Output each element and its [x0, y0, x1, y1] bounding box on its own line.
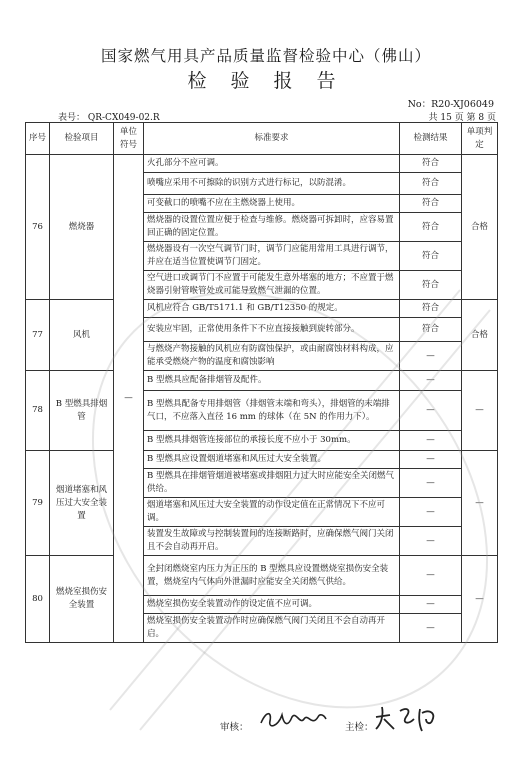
approver-signature-image	[372, 703, 442, 733]
verdict-cell: —	[462, 371, 498, 451]
requirement-cell: B 型燃具应配备排烟管及配件。	[144, 371, 400, 391]
requirement-cell: 可变截口的喷嘴不应在主燃烧器上使用。	[144, 195, 400, 213]
result-cell: —	[400, 342, 462, 371]
result-cell: —	[400, 596, 462, 614]
requirement-cell: 烟道堵塞和风压过大安全装置的动作设定值在正常情况下不应可调。	[144, 498, 400, 527]
seq-cell: 76	[26, 155, 50, 300]
header-unit: 单位符号	[114, 123, 144, 155]
header-result: 检测结果	[400, 123, 462, 155]
requirement-cell: 燃烧室损伤安全装置动作时应确保燃气阀门关闭且不会自动再开启。	[144, 614, 400, 643]
result-cell: 符合	[400, 318, 462, 342]
reviewer-signature-image	[258, 707, 328, 733]
result-cell: 符合	[400, 271, 462, 300]
requirement-cell: 全封闭燃烧室内压力为正压的 B 型燃具应设置燃烧室损伤安全装置，燃烧室内气体向外泄漏时应能安全关闭燃气供给。	[144, 556, 400, 596]
requirement-cell: B 型燃具在排烟管烟道被堵塞或排烟阻力过大时应能安全关闭燃气供给。	[144, 469, 400, 498]
result-cell: 符合	[400, 300, 462, 318]
requirement-cell: B 型燃具排烟管连接部位的承接长度不应小于 30mm。	[144, 431, 400, 451]
table-row	[26, 155, 498, 173]
report-title: 检 验 报 告	[187, 70, 345, 92]
item-cell: 烟道堵塞和风压过大安全装置	[50, 451, 114, 556]
seq-cell: 80	[26, 556, 50, 643]
requirement-cell: 风机应符合 GB/T5171.1 和 GB/T12350 的规定。	[144, 300, 400, 318]
item-cell: B 型燃具排烟管	[50, 371, 114, 451]
result-cell: —	[400, 451, 462, 469]
result-cell: —	[400, 371, 462, 391]
reviewer-label: 审核：	[220, 722, 249, 733]
table-row	[26, 300, 498, 318]
form-code: 表号： QR-CX049-02.R	[58, 113, 160, 123]
header-seq: 序号	[26, 123, 50, 155]
verdict-cell: —	[462, 556, 498, 643]
item-cell: 燃烧室损伤安全装置	[50, 556, 114, 643]
requirement-cell: 安装应牢固，正常使用条件下不应直接接触到旋转部分。	[144, 318, 400, 342]
table-body	[26, 155, 498, 643]
center-title: 国家燃气用具产品质量监督检验中心（佛山）	[100, 47, 431, 65]
requirement-cell: 空气进口或调节门不应置于可能发生意外堵塞的地方；不应置于燃烧器引射管喉管处或可能导致燃气泄漏的位置。	[144, 271, 400, 300]
result-cell: —	[400, 469, 462, 498]
result-cell: —	[400, 556, 462, 596]
table-row	[26, 556, 498, 596]
result-cell: —	[400, 431, 462, 451]
requirement-cell: 燃烧器设有一次空气调节门时，调节门应能用常用工具进行调节，并应在适当位置使调节门固定。	[144, 242, 400, 271]
result-cell: 符合	[400, 242, 462, 271]
seq-cell: 77	[26, 300, 50, 371]
header-standard: 标准要求	[144, 123, 400, 155]
page-info: 共 15 页 第 8 页	[428, 113, 496, 123]
verdict-cell: 合格	[462, 300, 498, 371]
table-row	[26, 371, 498, 391]
header-item: 检验项目	[50, 123, 114, 155]
header-verdict: 单项判定	[462, 123, 498, 155]
result-cell: 符合	[400, 155, 462, 173]
result-cell: —	[400, 391, 462, 431]
result-cell: —	[400, 527, 462, 556]
requirement-cell: 燃烧室损伤安全装置动作的设定值不应可调。	[144, 596, 400, 614]
result-cell: 符合	[400, 195, 462, 213]
approver-label: 主检：	[345, 722, 374, 733]
requirement-cell: 燃烧器的设置位置应便于检查与维修。燃烧器可拆卸时，应容易置回正确的固定位置。	[144, 213, 400, 242]
requirement-cell: 喷嘴应采用不可擦除的识别方式进行标记，以防混淆。	[144, 173, 400, 195]
table-row	[26, 451, 498, 469]
result-cell: 符合	[400, 213, 462, 242]
result-cell: —	[400, 498, 462, 527]
item-cell: 风机	[50, 300, 114, 371]
item-cell: 燃烧器	[50, 155, 114, 300]
requirement-cell: 火孔部分不应可调。	[144, 155, 400, 173]
unit-cell: —	[114, 155, 144, 643]
verdict-cell: 合格	[462, 155, 498, 300]
requirement-cell: B 型燃具应设置烟道堵塞和风压过大安全装置。	[144, 451, 400, 469]
report-number: No：R20-XJ06049	[407, 99, 494, 110]
seq-cell: 79	[26, 451, 50, 556]
requirement-cell: B 型燃具配备专用排烟管（排烟管末端和弯头），排烟管的末端排气口，不应落入直径 16 mm 的球体（在 5N 的作用力下）。	[144, 391, 400, 431]
result-cell: 符合	[400, 173, 462, 195]
inspection-table	[25, 122, 498, 643]
requirement-cell: 装置发生故障或与控制装置间的连接断路时，应确保燃气阀门关闭且不会自动再开启。	[144, 527, 400, 556]
seq-cell: 78	[26, 371, 50, 451]
verdict-cell: —	[462, 451, 498, 556]
requirement-cell: 与燃烧产物接触的风机应有防腐蚀保护，或由耐腐蚀材料构成，应能承受燃烧产物的温度和腐蚀影响	[144, 342, 400, 371]
result-cell: —	[400, 614, 462, 643]
